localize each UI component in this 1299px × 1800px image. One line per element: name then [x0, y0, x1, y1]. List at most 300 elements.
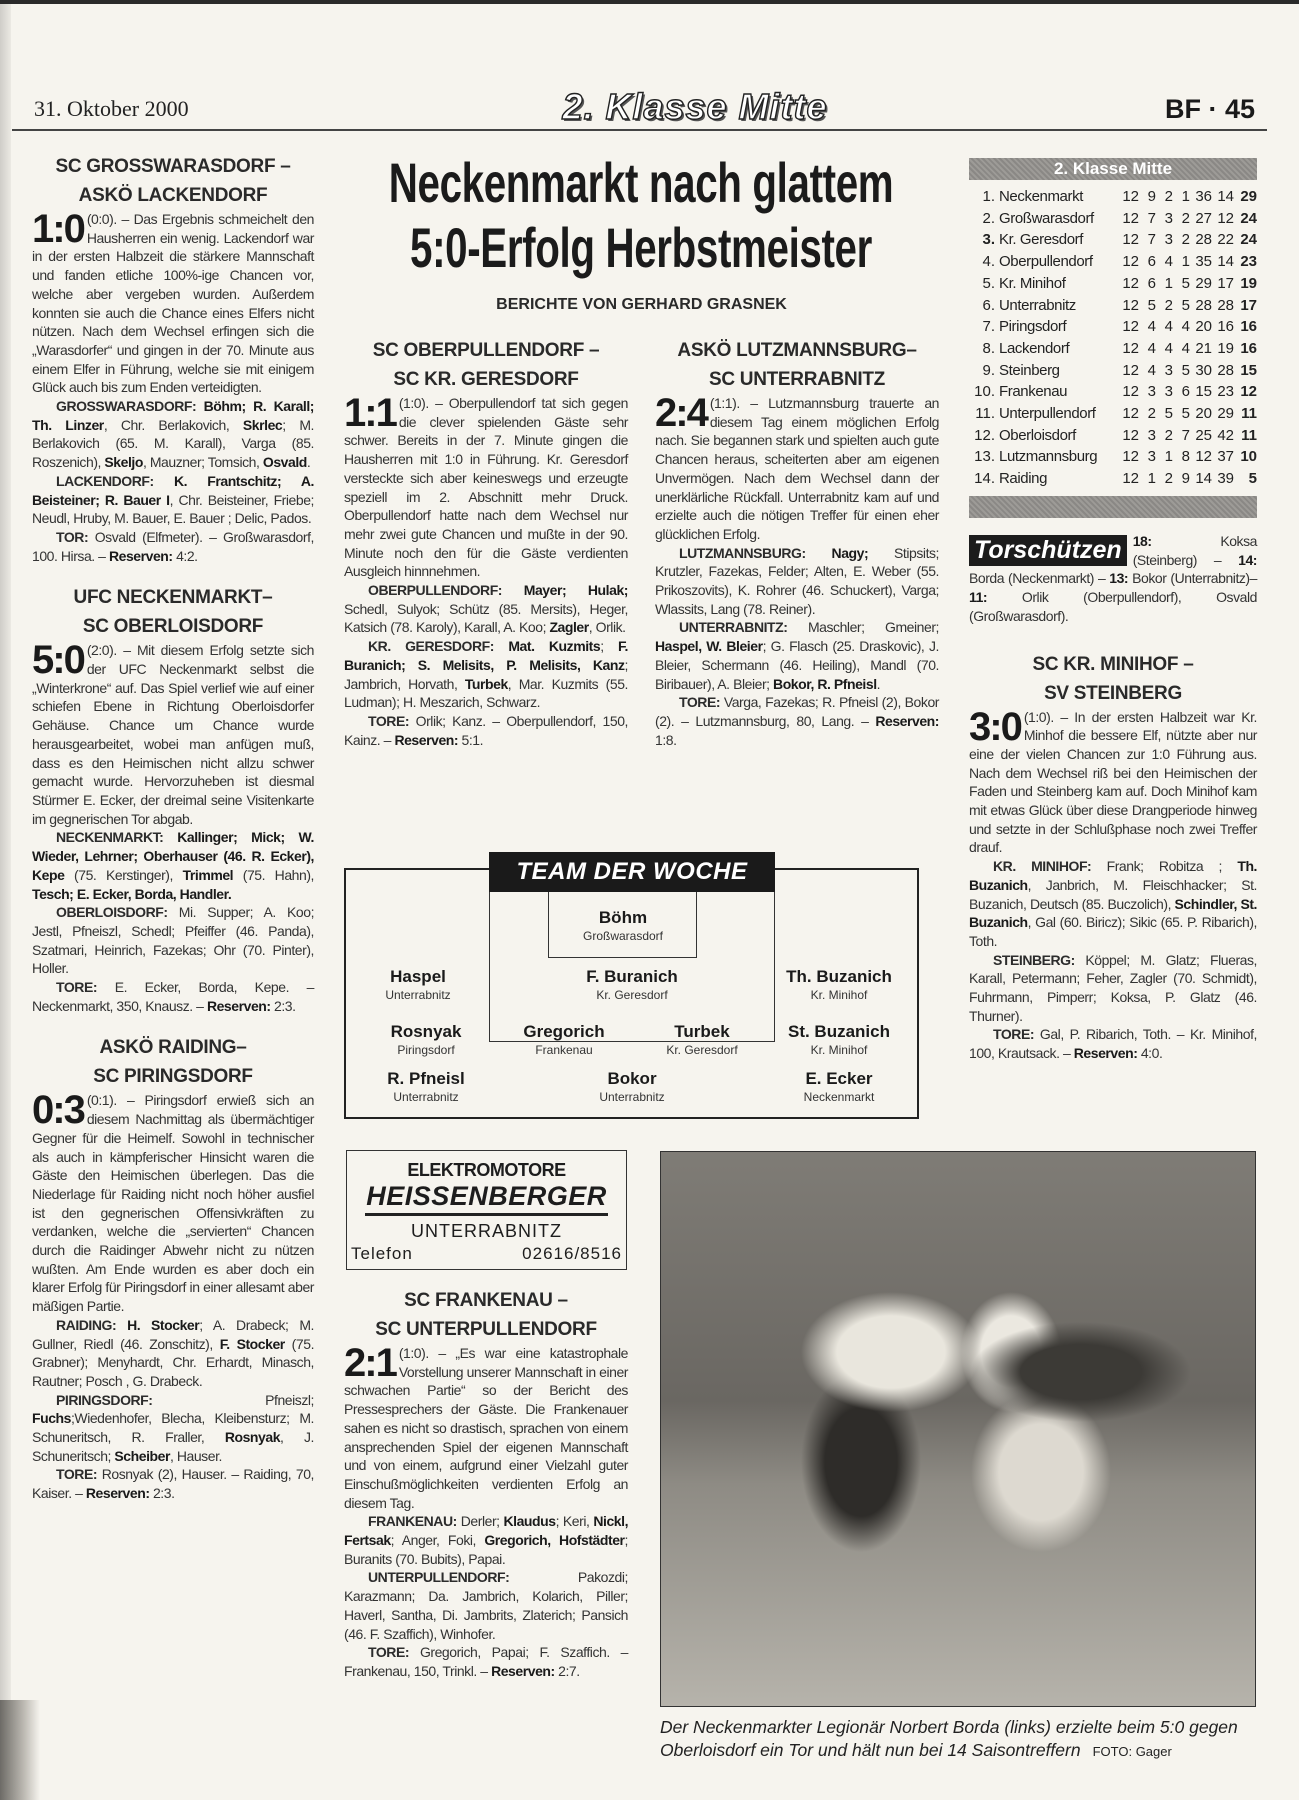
highlighted-text: Turbek [464, 675, 508, 692]
text-segment: ; A. Drabeck; M. Gullner, Riedl (46. Zonschitz), [32, 1316, 314, 1352]
match-heading-home: SC FRANKENAU – [404, 1290, 568, 1311]
text-segment: ; Jambrich, Horvath, [344, 656, 628, 692]
highlighted-text: Zagler [549, 619, 589, 636]
lineup-paragraph [32, 397, 314, 472]
standings-played: 12 [1122, 448, 1139, 466]
lineup-paragraph [32, 978, 314, 1015]
lineup-label: PIRINGSDORF: [56, 1391, 266, 1408]
text-segment: Derler; [460, 1513, 504, 1530]
team-player [553, 908, 693, 944]
standings-team: Lutzmannsburg [999, 448, 1098, 466]
text-segment: , Mauzner; Tomsich, [142, 454, 263, 471]
match-summary [655, 391, 939, 544]
issue-date: 31. Oktober 2000 [34, 96, 189, 121]
player-club: Unterrabnitz [385, 988, 451, 1002]
standings-lost: 5 [1181, 274, 1190, 292]
standings-goals-against: 37 [1217, 448, 1234, 466]
lineup-label: NECKENMARKT: [56, 829, 178, 846]
top-scorers [969, 532, 1257, 626]
standings-won: 7 [1147, 231, 1156, 249]
standings-row [969, 186, 1257, 208]
text-segment: Frank; Robitza ; [1106, 858, 1238, 875]
standings-row [969, 403, 1257, 425]
ad-phone-row [347, 1242, 626, 1264]
match-text [32, 207, 314, 565]
lineup-label: UNTERRABNITZ: [679, 619, 808, 636]
ad-phone-label: Telefon [351, 1244, 413, 1263]
standings-team: Piringsdorf [999, 318, 1067, 336]
team-of-week [344, 852, 919, 1117]
standings-team: Unterrabnitz [999, 296, 1076, 314]
standings-rank: 9. [982, 361, 995, 379]
standings-team: Oberpullendorf [999, 253, 1093, 271]
standings-played: 12 [1122, 426, 1139, 444]
standings-goals-for: 25 [1195, 426, 1212, 444]
standings-points: 23 [1240, 253, 1257, 271]
text-segment: Koksa (Steinberg) – [1132, 533, 1257, 568]
standings-drawn: 4 [1164, 253, 1173, 271]
lineup-label: TOR: [56, 528, 95, 545]
standings-goals-for: 20 [1195, 405, 1212, 423]
player-club: Neckenmarkt [803, 1090, 875, 1104]
standings-rank: 10. [974, 383, 995, 401]
highlighted-text: Osvald [262, 454, 307, 471]
standings-played: 12 [1122, 383, 1139, 401]
summary-text: (0:0). – Das Ergebnis schmeichelt den Hausherren ein wenig. Lackendorf war in der ersten Halbzeit die stärkere Mannschaft und fanden etliche 100%-ige Chancen vor, welche aber vergeben wurden. Außerdem konnten sie auch die Chance eines Elfers nicht nützen. Nach dem Wechsel erfingen sich die „Warasdorfer“ und gingen in der 70. Minute aus einem Elfer in Führung, welche sie mit einigem Glück auch bis zum Enden verteidigten. [32, 211, 314, 396]
text-segment: ; G. Flasch (25. Draskovic), J. Bleier, Schermann (46. Heiling), Mandl (70. Biribauer), A. Bleier; [655, 638, 939, 692]
match-text [344, 1341, 629, 1681]
standings-played: 12 [1122, 209, 1139, 227]
highlighted-text: Skrlec [242, 416, 283, 433]
standings-goals-for: 27 [1195, 209, 1212, 227]
lineup-paragraph [344, 1568, 628, 1643]
lineup-paragraph [344, 637, 628, 712]
lineup-paragraph [32, 828, 314, 903]
text-segment: ; M. Berlakovich (65. M. Karall), Varga (85. Roszenich), [32, 416, 314, 471]
standings-won: 3 [1147, 448, 1156, 466]
standings-goals-against: 14 [1217, 253, 1234, 271]
highlighted-text: Klaudus [503, 1513, 556, 1530]
section-title: 2. Klasse Mitte [562, 86, 828, 127]
standings-goals-for: 29 [1195, 274, 1212, 292]
standings-team: Frankenau [999, 383, 1068, 401]
lineup-paragraph [655, 618, 939, 693]
standings-row [969, 208, 1257, 230]
column-right [969, 532, 1257, 1081]
highlighted-text: 18: [1132, 533, 1152, 549]
standings-team: Unterpullendorf [999, 405, 1096, 423]
column-center-right [655, 336, 939, 767]
standings-points: 12 [1240, 383, 1257, 401]
text-segment: Varga, Fazekas; R. Pfneisl (2), Bokor (2). – Lutzmannsburg, 80, Lang. – [655, 694, 939, 729]
match-heading [344, 1286, 628, 1344]
standings-points: 10 [1240, 448, 1257, 466]
highlighted-text: H. Stocker [127, 1316, 200, 1333]
match-heading [655, 336, 939, 394]
lineup-label: TORE: [56, 1466, 102, 1483]
lineup-paragraph [32, 1316, 314, 1391]
standings-row [969, 251, 1257, 273]
main-headline [353, 150, 929, 280]
standings-drawn: 1 [1164, 274, 1173, 292]
standings-points: 11 [1241, 426, 1257, 444]
text-segment: ;Wiedenhofer, Blecha, Kleibensturz; M. Schuneritsch, R. Fraller, [32, 1410, 314, 1446]
standings-won: 4 [1147, 339, 1156, 357]
player-name: E. Ecker [805, 1069, 873, 1088]
standings-points: 16 [1240, 339, 1257, 357]
final-score: 0:3 [32, 1088, 84, 1133]
player-club: Unterrabnitz [599, 1090, 665, 1104]
player-club: Frankenau [535, 1043, 593, 1057]
standings-goals-against: 17 [1217, 274, 1234, 292]
lineup-label: UNTERPULLENDORF: [368, 1569, 578, 1586]
standings-played: 12 [1122, 339, 1139, 357]
highlighted-text: K. Frantschitz; A. Beisteiner; R. Bauer I [32, 472, 314, 508]
lineup-paragraph [32, 472, 314, 528]
standings-row [969, 468, 1257, 490]
standings-goals-for: 30 [1195, 361, 1212, 379]
standings-played: 12 [1122, 188, 1139, 205]
photo-caption-text: Der Neckenmarkter Legionär Norbert Borda (links) erzielte beim 5:0 gegen Oberloisdorf ein Tor und hält nun bei 14 Saisontreffern [660, 1717, 1238, 1760]
lineup-label: FRANKENAU: [368, 1513, 461, 1530]
standings-points: 15 [1240, 361, 1257, 379]
lineup-label: KR. GERESDORF: [368, 638, 509, 655]
highlighted-text: Reserven: [491, 1662, 555, 1679]
highlighted-text: 14: [1238, 551, 1257, 568]
player-name: R. Pfneisl [387, 1069, 465, 1088]
team-player [494, 1022, 634, 1058]
lineup-paragraph [969, 1025, 1257, 1062]
lineup-paragraph [344, 712, 628, 749]
standings-drawn: 1 [1164, 448, 1173, 466]
standings-goals-for: 21 [1195, 339, 1212, 357]
highlighted-text: Reserven: [206, 997, 271, 1014]
player-club: Piringsdorf [397, 1043, 455, 1057]
final-score: 1:1 [344, 391, 396, 435]
lineup-paragraph [32, 903, 314, 978]
standings-goals-for: 12 [1195, 448, 1212, 466]
lineup-paragraph [655, 544, 939, 619]
standings-lost: 2 [1181, 231, 1190, 249]
match-heading [32, 583, 314, 641]
standings-goals-against: 14 [1217, 188, 1234, 205]
text-segment: Gregorich, Papai; F. Szaffich. – Frankenau, 150, Trinkl. – [344, 1644, 629, 1679]
standings-won: 3 [1147, 383, 1156, 401]
ad-line-1: ELEKTROMOTORE [407, 1160, 566, 1180]
text-segment: Borda (Neckenmarkt) – [969, 570, 1110, 587]
standings-goals-against: 12 [1217, 209, 1234, 227]
top-border [0, 0, 1299, 4]
standings-rank: 4. [982, 253, 995, 271]
text-segment: Mi. Supper; A. Koo; Jestl, Pfneiszl, Schedl; Pfeiffer (46. Panda), Szatmari, Heinrich, Fazekas; Ohr (70. Pinter), Holler. [32, 904, 315, 977]
page-binding-edge [0, 0, 11, 1800]
standings-won: 2 [1147, 405, 1156, 423]
text-segment: E. Ecker, Borda, Kepe. – Neckenmarkt, 350, Knausz. – [32, 979, 314, 1014]
match-heading-home: UFC NECKENMARKT– [73, 587, 273, 609]
highlighted-text: Th. Buzanich [969, 858, 1257, 893]
highlighted-text: Skeljo [104, 454, 143, 471]
match-heading-away: SC UNTERPULLENDORF [375, 1319, 597, 1340]
player-club: Kr. Geresdorf [666, 1043, 738, 1057]
match-heading-away: SC PIRINGSDORF [93, 1066, 253, 1088]
standings-rank: 1. [982, 188, 995, 205]
player-name: Rosnyak [390, 1022, 462, 1041]
team-player [356, 1069, 496, 1105]
text-segment: Pfneiszl; [265, 1391, 314, 1408]
text-segment: 2:7. [554, 1662, 580, 1679]
text-segment: 2:3. [149, 1485, 175, 1502]
text-segment: , Orlik. [588, 619, 626, 636]
match-text [32, 1088, 315, 1502]
lineup-paragraph [344, 1512, 628, 1568]
highlighted-text: Kallinger; Mick; W. Wieder, Lehrner; Oberhauser (46. R. Ecker), Kepe [32, 829, 314, 883]
standings-won: 4 [1147, 318, 1156, 336]
standings-lost: 5 [1181, 361, 1190, 379]
summary-text: (1:1). – Lutzmannsburg trauerte an diesem Tag einem möglichen Erfolg nach. Sie begannen stark und spielten auch gute Chancen heraus, scheiterten aber am eigenen Unvermögen. Nach dem Wechsel dann der unerklärliche Rückfall. Unterrabnitz kam auf und erzielte auch die nötigen Treffer für einen eher glücklichen Erfolg. [655, 395, 939, 542]
standings-team: Steinberg [999, 361, 1060, 379]
standings-lost: 8 [1181, 448, 1190, 466]
text-segment: , Chr. Beisteiner, Friebe; Neudl, Hruby, M. Bauer, E. Bauer ; Delic, Pados. [32, 491, 314, 527]
standings-drawn: 3 [1164, 361, 1173, 379]
team-player [562, 967, 702, 1003]
standings-row [969, 360, 1257, 382]
ad-phone-number: 02616/8516 [522, 1244, 622, 1263]
standings-drawn: 3 [1164, 209, 1173, 227]
lineup-label: LACKENDORF: [56, 472, 174, 489]
column-middle [344, 336, 628, 767]
lineup-paragraph [969, 857, 1257, 951]
match-heading-away: SV STEINBERG [1044, 682, 1182, 704]
standings-table [969, 186, 1257, 490]
standings-drawn: 3 [1164, 231, 1173, 249]
player-club: Kr. Geresdorf [596, 988, 668, 1002]
text-segment: (75. Hahn), [233, 866, 314, 883]
column-left [32, 152, 314, 1521]
match-report [344, 336, 628, 749]
text-segment: 2:3. [270, 997, 296, 1014]
match-summary [32, 1088, 314, 1315]
standings-lost: 9 [1181, 470, 1190, 488]
player-club: Kr. Minihof [810, 988, 868, 1002]
standings-won: 1 [1147, 470, 1156, 488]
standings-row [969, 381, 1257, 403]
standings-team: Oberloisdorf [999, 426, 1076, 444]
standings-team: Kr. Minihof [999, 274, 1066, 292]
lineup-label: OBERLOISDORF: [56, 904, 179, 921]
highlighted-text: Böhm; R. Karall; Th. Linzer [32, 398, 314, 433]
highlighted-text: Mat. Kuzmits [508, 638, 601, 655]
standings-row [969, 338, 1257, 360]
highlighted-text: Reserven: [1073, 1045, 1138, 1062]
text-segment: , J. Schuneritsch; [32, 1429, 314, 1464]
text-segment: 4:0. [1137, 1045, 1163, 1062]
standings-team: Neckenmarkt [999, 188, 1083, 205]
lineup-label: STEINBERG: [993, 951, 1086, 968]
standings-team: Kr. Geresdorf [999, 231, 1084, 249]
standings-drawn: 2 [1164, 470, 1173, 488]
text-segment: 5:1. [458, 731, 484, 748]
headline-line-1: Neckenmarkt nach glattem [388, 151, 894, 214]
highlighted-text: Reserven: [108, 547, 173, 564]
match-summary [32, 207, 314, 397]
text-segment: ; Buranits (70. Bubits), Papai. [344, 1532, 628, 1567]
standings-rank: 11. [975, 405, 995, 423]
final-score: 3:0 [969, 704, 1021, 749]
standings-row [969, 273, 1257, 295]
standings-played: 12 [1122, 296, 1139, 314]
team-player [769, 1069, 909, 1105]
player-club: Unterrabnitz [393, 1090, 459, 1104]
lineup-label: TORE: [368, 1644, 420, 1661]
player-name: St. Buzanich [787, 1022, 890, 1041]
standings-goals-against: 22 [1217, 231, 1234, 249]
player-name: F. Buranich [586, 967, 678, 986]
standings-rank: 7. [982, 318, 995, 336]
standings-goals-against: 29 [1217, 405, 1234, 423]
text-segment: , Chr. Berlakovich, [103, 416, 243, 433]
photo-caption [660, 1716, 1260, 1763]
standings-team: Lackendorf [999, 339, 1070, 357]
text-segment: Gal, P. Ribarich, Toth. – Kr. Minihof, 100, Krautsack. – [969, 1026, 1257, 1062]
lineup-paragraph [32, 1465, 314, 1502]
column-middle-lower [344, 1150, 628, 1699]
standings-row [969, 425, 1257, 447]
standings-points: 17 [1240, 296, 1257, 314]
standings-played: 12 [1122, 405, 1139, 423]
standings-drawn: 4 [1164, 318, 1173, 336]
standings-lost: 6 [1181, 383, 1190, 401]
standings-points: 24 [1240, 209, 1257, 227]
text-segment: , Mar. Kuzmits (55. Ludman); H. Meszarich, Schwarz. [344, 675, 628, 711]
match-heading-home: SC OBERPULLENDORF – [372, 340, 600, 361]
lineup-paragraph [655, 693, 939, 749]
highlighted-text: Trimmel [182, 866, 234, 883]
photo-credit: FOTO: Gager [1092, 1744, 1172, 1759]
standings-points: 19 [1240, 274, 1257, 292]
text-segment: Rosnyak (2), Hauser. – Raiding, 70, Kaiser. – [32, 1466, 314, 1502]
standings-row [969, 229, 1257, 251]
standings-drawn: 4 [1164, 339, 1173, 357]
standings-team: Raiding [999, 470, 1048, 488]
summary-text: (2:0). – Mit diesem Erfolg setzte sich der UFC Neckenmarkt selbst die „Winterkrone“ auf. Das Spiel verlief wie auf einer schiefen Ebene in Richtung Oberloisdorfer Gehäuse. Chance um Chance wurde herausgearbeitet, wobei man anfügen muß, dass es den Heimischen nicht allzu schwer gemacht wurde. Hervorzuheben ist diesmal Stürmer E. Ecker, der dreimal seine Visitenkarte im gegnerischen Tor abgab. [32, 642, 314, 827]
standings-won: 5 [1147, 296, 1156, 314]
highlighted-text: Fuchs [32, 1410, 71, 1427]
standings-won: 3 [1147, 426, 1156, 444]
standings-rank: 2. [982, 209, 995, 227]
match-text [32, 638, 315, 1015]
player-name: Böhm [598, 908, 648, 927]
match-heading-home: SC GROSSWARASDORF – [55, 156, 291, 177]
text-segment: Bokor (Unterrabnitz)– [1128, 570, 1257, 587]
standings-rank: 12. [974, 426, 995, 444]
ad-brand: HEISSENBERGER [366, 1181, 607, 1211]
match-heading [32, 1033, 314, 1091]
highlighted-text: Reserven: [875, 712, 939, 729]
standings-points: 24 [1240, 231, 1257, 249]
standings-goals-for: 36 [1195, 188, 1212, 205]
final-score: 1:0 [32, 207, 84, 251]
lineup-label: GROSSWARASDORF: [56, 398, 204, 415]
highlighted-text: F. Stocker [219, 1335, 285, 1352]
standings-lost: 7 [1181, 426, 1190, 444]
team-player [356, 1022, 496, 1058]
standings-lost: 1 [1181, 253, 1190, 271]
standings-played: 12 [1122, 231, 1139, 249]
highlighted-text: Reserven: [85, 1485, 150, 1502]
standings-won: 6 [1147, 274, 1156, 292]
standings-played: 12 [1122, 274, 1139, 292]
match-heading [969, 650, 1257, 708]
text-segment: , Hauser. [169, 1447, 222, 1464]
standings-won: 6 [1147, 253, 1156, 271]
text-segment: (75. Kerstinger), [64, 866, 183, 883]
standings-goals-against: 28 [1217, 361, 1234, 379]
standings-played: 12 [1122, 253, 1139, 271]
match-text [344, 391, 628, 749]
highlighted-text: Schindler, St. Buzanich [969, 895, 1257, 931]
standings-won: 7 [1147, 209, 1156, 227]
lineup-paragraph [344, 581, 628, 637]
standings-drawn: 3 [1164, 383, 1173, 401]
lineup-label: KR. MINIHOF: [993, 858, 1107, 875]
standings-goals-for: 15 [1195, 383, 1212, 401]
match-text [969, 704, 1257, 1063]
team-player [348, 967, 488, 1003]
match-heading-away: SC OBERLOISDORF [82, 616, 264, 638]
match-report [32, 1033, 314, 1502]
text-segment: ; Keri, [555, 1513, 594, 1530]
match-summary [344, 391, 628, 581]
standings-footer-bar [969, 496, 1257, 518]
match-report [344, 1286, 628, 1681]
standings-goals-for: 28 [1195, 231, 1212, 249]
standings-won: 4 [1147, 361, 1156, 379]
standings-goals-against: 19 [1217, 339, 1234, 357]
text-segment: Pakozdi; Karazmann; Da. Jambrich, Kolarich, Piller; Haverl, Santha, Di. Jambrits, Zlaterich; Pansich (46. F. Szaffich), Winhofer. [344, 1569, 628, 1642]
text-segment: Orlik (Oberpullendorf), Osvald (Großwarasdorf). [969, 589, 1257, 624]
standings-title: 2. Klasse Mitte [969, 158, 1257, 180]
standings-drawn: 2 [1164, 296, 1173, 314]
standings-drawn: 2 [1164, 188, 1173, 205]
lineup-label: RAIDING: [56, 1316, 128, 1333]
final-score: 2:4 [655, 391, 707, 435]
text-segment: Osvald (Elfmeter). – Großwarasdorf, 100. Hirsa. – [32, 528, 314, 564]
standings-goals-against: 42 [1217, 426, 1234, 444]
highlighted-text: 11: [969, 589, 988, 606]
standings-goals-for: 14 [1195, 470, 1212, 488]
lineup-paragraph [344, 1643, 628, 1680]
standings-played: 12 [1122, 470, 1139, 488]
text-segment: 4:2. [172, 547, 198, 564]
lineup-paragraph [32, 528, 314, 565]
highlighted-text: Mayer; Hulak; [523, 582, 628, 599]
highlighted-text: F. Buranich; S. Melisits, P. Melisits, Kanz [344, 638, 628, 673]
highlighted-text: Scheiber [114, 1447, 170, 1464]
text-segment: ; Anger, Foki, [390, 1532, 485, 1549]
match-heading [344, 336, 628, 394]
match-photo [660, 1151, 1256, 1707]
team-player [769, 967, 909, 1003]
standings-row [969, 295, 1257, 317]
match-heading [32, 152, 314, 210]
summary-text: (1:0). – In der ersten Halbzeit war Kr. Minhof die bessere Elf, nützte aber nur eine der vielen Chancen zur 1:0 Führung aus. Nach dem Wechsel riß bei den Heimischen der Faden und Steinberg kam auf. Doch Minihof kam mit etwas Glück über diese Drangperiode hinweg und setzte in der Schlußphase noch zwei Treffer drauf. [969, 708, 1257, 856]
standings-lost: 5 [1181, 296, 1190, 314]
match-heading-home: ASKÖ LUTZMANNSBURG– [677, 340, 917, 361]
match-text [655, 391, 939, 749]
team-player [562, 1069, 702, 1105]
standings-rank: 6. [982, 296, 995, 314]
advertisement [346, 1150, 627, 1270]
